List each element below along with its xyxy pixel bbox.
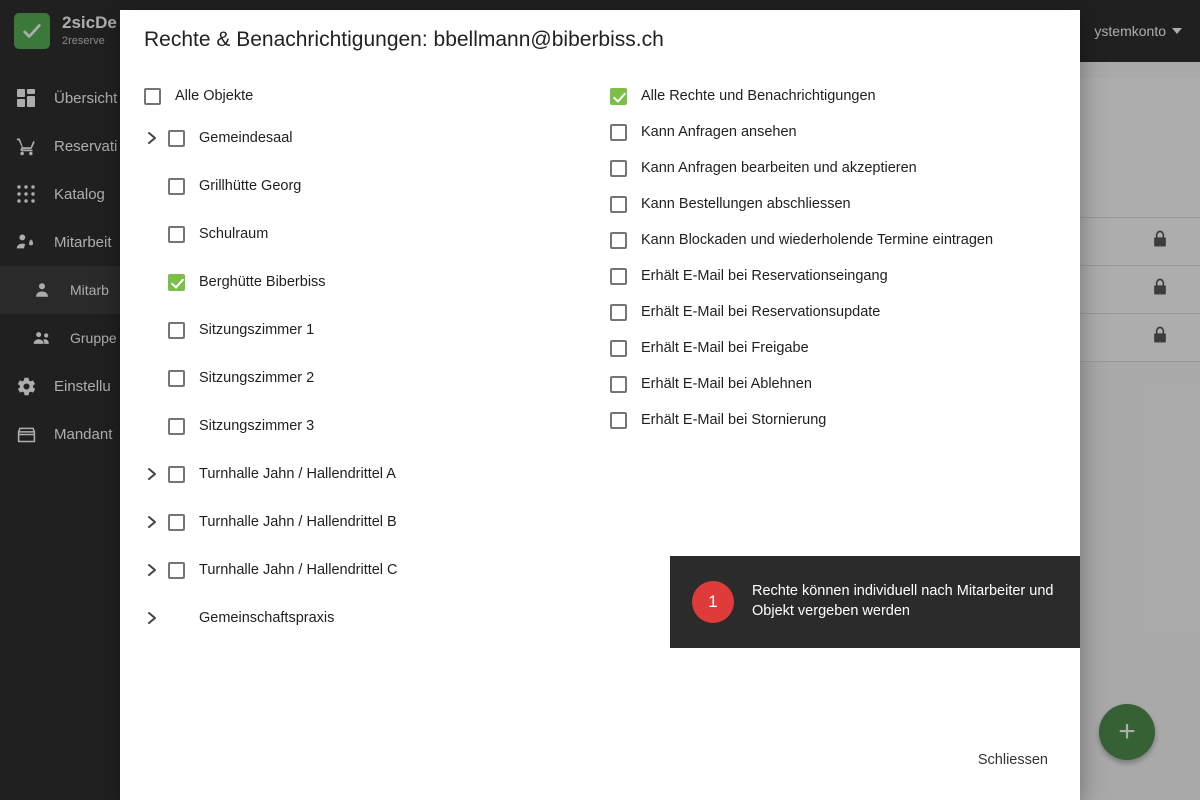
modal-columns bbox=[120, 78, 1080, 800]
sidebar-item-label: Mitarbeit bbox=[54, 233, 112, 251]
list-item-label: Turnhalle Jahn / Hallendrittel A bbox=[199, 466, 396, 482]
objects-select-all-row[interactable] bbox=[144, 78, 584, 114]
rights-item[interactable] bbox=[610, 150, 1040, 186]
rights-item[interactable] bbox=[610, 222, 1040, 258]
rights-item-label: Alle Rechte und Benachrichtigungen bbox=[641, 88, 876, 104]
sidebar-item-label: Reservati bbox=[54, 137, 118, 155]
rights-item-label: Kann Blockaden und wiederholende Termine eintragen bbox=[641, 232, 994, 248]
sidebar-item-label: Katalog bbox=[54, 185, 105, 203]
sidebar-item-label: Gruppe bbox=[70, 330, 117, 346]
chevron-right-icon[interactable] bbox=[144, 514, 160, 530]
rights-item-label: Erhält E-Mail bei Reservationsupdate bbox=[641, 304, 881, 320]
list-item-label: Berghütte Biberbiss bbox=[199, 274, 326, 290]
list-item-label: Turnhalle Jahn / Hallendrittel C bbox=[199, 562, 398, 578]
checkbox-object[interactable] bbox=[168, 226, 185, 243]
checkbox-right[interactable] bbox=[610, 88, 627, 105]
checkbox-object[interactable] bbox=[168, 130, 185, 147]
sidebar-item-label: Einstellu bbox=[54, 377, 111, 395]
checkbox-object[interactable] bbox=[168, 418, 185, 435]
hint-text: Rechte können individuell nach Mitarbeiter und Objekt vergeben werden bbox=[752, 583, 1054, 619]
rights-item-label: Erhält E-Mail bei Ablehnen bbox=[641, 376, 812, 392]
add-button[interactable]: + bbox=[1099, 704, 1155, 760]
rights-item[interactable] bbox=[610, 330, 1040, 366]
rights-item[interactable] bbox=[610, 186, 1040, 222]
checkbox-object[interactable] bbox=[168, 514, 185, 531]
list-item-label: Grillhütte Georg bbox=[199, 178, 302, 194]
sidebar-item-label: Übersicht bbox=[54, 89, 118, 107]
rights-item[interactable] bbox=[610, 402, 1040, 438]
brand-subtitle: 2reserve bbox=[62, 34, 105, 47]
rights-item[interactable] bbox=[610, 366, 1040, 402]
objects-select-all-label: Alle Objekte bbox=[175, 88, 254, 104]
checkbox-right[interactable] bbox=[610, 376, 627, 393]
sidebar-item-label: Mandant bbox=[54, 425, 113, 443]
checkbox-object[interactable] bbox=[168, 178, 185, 195]
close-button[interactable]: Schliessen bbox=[968, 744, 1058, 776]
chevron-right-icon[interactable] bbox=[144, 466, 160, 482]
chevron-right-icon[interactable] bbox=[144, 130, 160, 146]
checkbox-right[interactable] bbox=[610, 160, 627, 177]
brand-title: 2sicDe bbox=[62, 13, 117, 33]
chevron-right-icon[interactable] bbox=[144, 610, 160, 626]
checkbox-object[interactable] bbox=[168, 466, 185, 483]
checkbox-object[interactable] bbox=[168, 322, 185, 339]
list-item[interactable] bbox=[168, 594, 584, 642]
rights-item-label: Kann Bestellungen abschliessen bbox=[641, 196, 851, 212]
list-item[interactable] bbox=[168, 210, 584, 258]
list-item-label: Turnhalle Jahn / Hallendrittel B bbox=[199, 514, 397, 530]
rights-item-label: Kann Anfragen bearbeiten und akzeptieren bbox=[641, 160, 917, 176]
checkbox-alle-objekte[interactable] bbox=[144, 88, 161, 105]
modal-title: Rechte & Benachrichtigungen: bbellmann@biberbiss.ch bbox=[144, 28, 664, 51]
checkbox-right[interactable] bbox=[610, 340, 627, 357]
list-item[interactable] bbox=[168, 258, 584, 306]
checkbox-right[interactable] bbox=[610, 304, 627, 321]
list-item[interactable] bbox=[168, 402, 584, 450]
checkbox-right[interactable] bbox=[610, 412, 627, 429]
list-item-label: Gemeindesaal bbox=[199, 130, 293, 146]
list-item[interactable] bbox=[168, 546, 584, 594]
checkbox-right[interactable] bbox=[610, 124, 627, 141]
rights-item[interactable] bbox=[610, 294, 1040, 330]
chevron-right-icon[interactable] bbox=[144, 562, 160, 578]
list-item[interactable] bbox=[168, 450, 584, 498]
objects-list bbox=[168, 114, 584, 642]
rights-item[interactable] bbox=[610, 258, 1040, 294]
rights-list bbox=[610, 78, 1040, 438]
list-item-label: Sitzungszimmer 2 bbox=[199, 370, 315, 386]
list-item-label: Sitzungszimmer 1 bbox=[199, 322, 315, 338]
checkbox-object[interactable] bbox=[168, 274, 185, 291]
hint-step-badge: 1 bbox=[692, 581, 734, 623]
list-item[interactable] bbox=[168, 162, 584, 210]
sidebar-item-label: Mitarb bbox=[70, 282, 109, 298]
list-item-label: Sitzungszimmer 3 bbox=[199, 418, 315, 434]
checkbox-right[interactable] bbox=[610, 232, 627, 249]
list-item-label: Gemeinschaftspraxis bbox=[199, 610, 335, 626]
rights-item-label: Erhält E-Mail bei Freigabe bbox=[641, 340, 809, 356]
objects-tree bbox=[144, 78, 584, 642]
rights-item[interactable] bbox=[610, 114, 1040, 150]
list-item[interactable] bbox=[168, 498, 584, 546]
rights-item-label: Kann Anfragen ansehen bbox=[641, 124, 797, 140]
rights-item-label: Erhält E-Mail bei Stornierung bbox=[641, 412, 827, 428]
account-label: ystemkonto bbox=[1094, 23, 1166, 39]
checkbox-right[interactable] bbox=[610, 196, 627, 213]
checkbox-object[interactable] bbox=[168, 562, 185, 579]
rights-item[interactable] bbox=[610, 78, 1040, 114]
checkbox-object[interactable] bbox=[168, 370, 185, 387]
list-item-label: Schulraum bbox=[199, 226, 269, 242]
list-item[interactable] bbox=[168, 306, 584, 354]
hint-tooltip bbox=[670, 556, 1080, 648]
rights-item-label: Erhält E-Mail bei Reservationseingang bbox=[641, 268, 888, 284]
list-item[interactable] bbox=[168, 354, 584, 402]
rights-modal bbox=[120, 10, 1080, 800]
list-item[interactable] bbox=[168, 114, 584, 162]
checkbox-right[interactable] bbox=[610, 268, 627, 285]
